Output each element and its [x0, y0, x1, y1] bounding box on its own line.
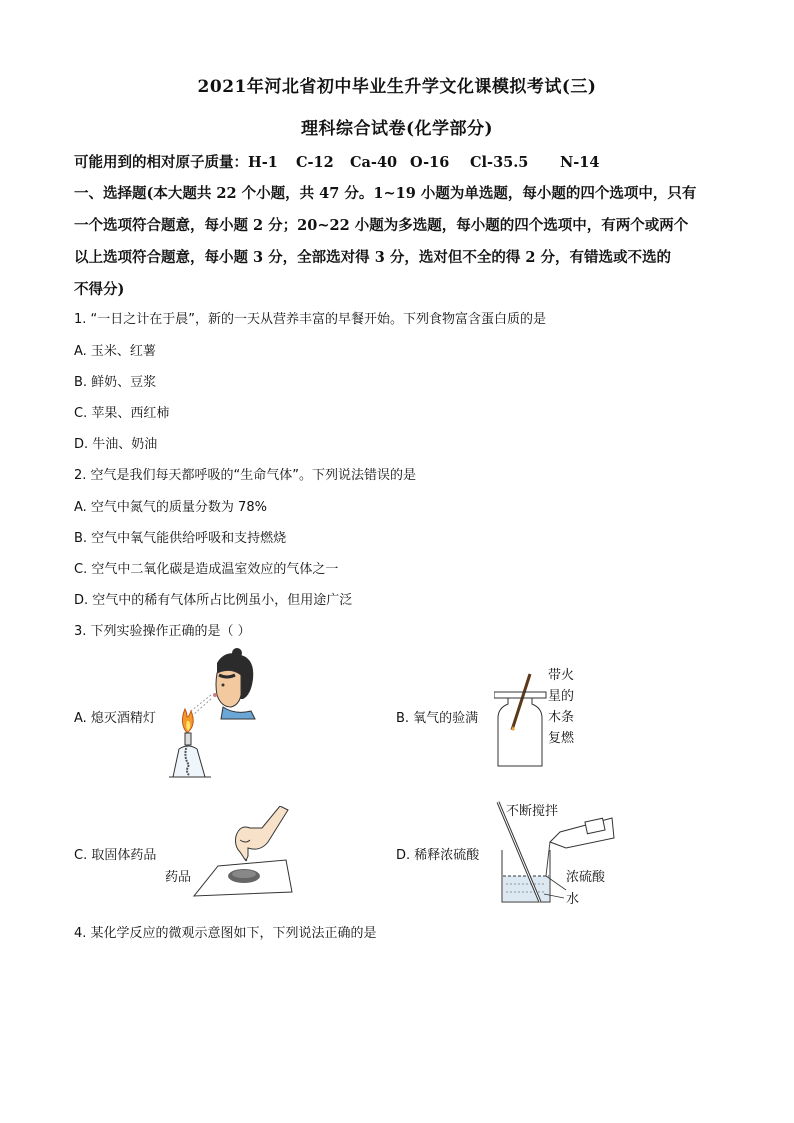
q3-option-b: B. 氧气的验满: [396, 711, 479, 726]
b-note-4: 复燃: [548, 731, 575, 746]
d-note-stir: 不断搅拌: [506, 804, 559, 819]
mass-n: N-14: [560, 154, 600, 171]
mass-ca: Ca-40: [350, 154, 398, 171]
q2-option-c: C. 空气中二氧化碳是造成温室效应的气体之一: [74, 562, 339, 577]
q1-stem: 1. “一日之计在于晨”，新的一天从营养丰富的早餐开始。下列食物富含蛋白质的是: [74, 312, 547, 327]
atomic-masses: [74, 151, 734, 172]
q2-option-a: A. 空气中氮气的质量分数为 78%: [74, 500, 267, 515]
section-line-2: 一个选项符合题意，每小题 2 分；20~22 小题为多选题，每小题的四个选项中，有两个或两个: [74, 217, 689, 234]
b-note-1: 带火: [548, 668, 575, 683]
q3-option-a: A. 熄灭酒精灯: [74, 711, 156, 726]
section-line-4: 不得分): [74, 281, 125, 298]
q2-option-b: B. 空气中氧气能供给呼吸和支持燃烧: [74, 531, 287, 546]
q1-option-b: B. 鲜奶、豆浆: [74, 375, 157, 390]
alcohol-lamp-blowing-figure: [165, 645, 260, 785]
mass-c: C-12: [296, 154, 334, 171]
q1-option-d: D. 牛油、奶油: [74, 437, 158, 452]
q4-stem: 4. 某化学反应的微观示意图如下，下列说法正确的是: [74, 926, 377, 941]
b-note-2: 星的: [548, 689, 575, 704]
q2-option-d: D. 空气中的稀有气体所占比例虽小，但用途广泛: [74, 593, 353, 608]
q3-option-c: C. 取固体药品: [74, 848, 157, 863]
c-note: 药品: [165, 870, 192, 885]
section-line-1: 一、选择题(本大题共 22 个小题，共 47 分。1~19 小题为单选题，每小题的四个选项中，只有: [74, 185, 697, 202]
b-note-3: 木条: [548, 710, 575, 725]
mass-cl: Cl-35.5: [470, 154, 529, 171]
d-note-water: 水: [566, 892, 580, 907]
q1-option-a: A. 玉米、红薯: [74, 344, 156, 359]
exam-title: 2021年河北省初中毕业生升学文化课模拟考试(三): [197, 77, 597, 97]
q1-option-c: C. 苹果、西红柿: [74, 406, 170, 421]
section-line-3: 以上选项符合题意，每小题 3 分，全部选对得 3 分，选对但不全的得 2 分，有错选或不选的: [74, 249, 672, 266]
atomic-masses-label: 可能用到的相对原子质量：: [74, 154, 248, 171]
exam-subtitle: 理科综合试卷(化学部分): [300, 119, 494, 139]
oxygen-bottle-figure: [494, 672, 554, 770]
q3-option-d: D. 稀释浓硫酸: [396, 848, 480, 863]
q2-stem: 2. 空气是我们每天都呼吸的“生命气体”。下列说法错误的是: [74, 468, 417, 483]
q3-stem: 3. 下列实验操作正确的是（ ）: [74, 624, 251, 639]
d-note-acid: 浓硫酸: [566, 870, 606, 885]
mass-h: H-1: [248, 154, 278, 171]
mass-o: O-16: [410, 154, 450, 171]
solid-reagent-hand-figure: [188, 806, 298, 898]
